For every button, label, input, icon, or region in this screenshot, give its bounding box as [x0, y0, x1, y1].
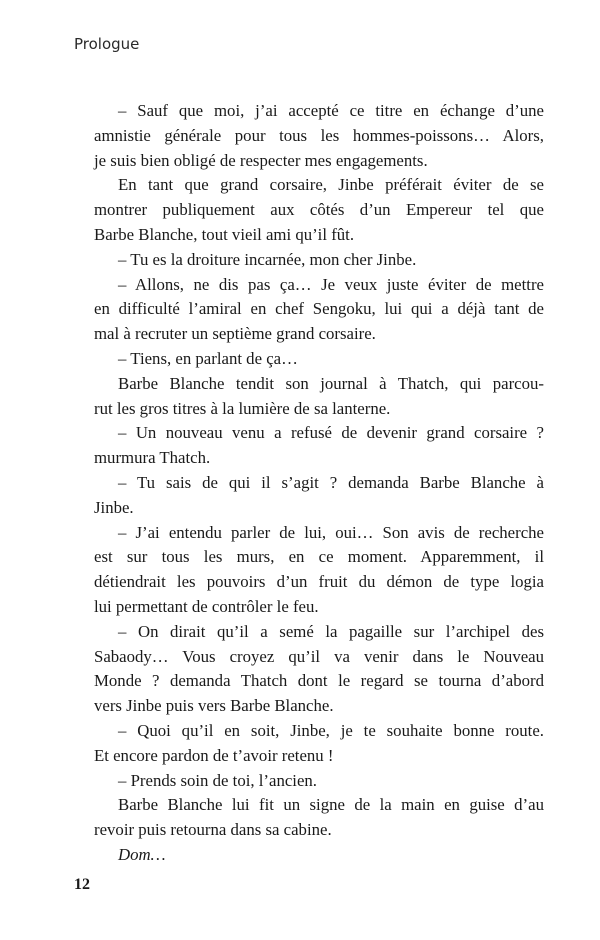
text-line: montrer publiquement aux côtés d’un Empereur tel que [94, 200, 544, 220]
text-line: – Quoi qu’il en soit, Jinbe, je te souhaite bonne route. [118, 720, 544, 740]
text-line: Sabaody… Vous croyez qu’il va venir dans le Nouveau [94, 646, 544, 666]
text-line: revoir puis retourna dans sa cabine. [94, 820, 332, 840]
text-line: – Tiens, en parlant de ça… [118, 348, 298, 368]
text-line: amnistie générale pour tous les hommes-poissons… Alors, [94, 125, 544, 145]
text-line: – Prends soin de toi, l’ancien. [118, 770, 318, 790]
text-line: lui permettant de contrôler le feu. [94, 596, 319, 616]
text-line: Et encore pardon de t’avoir retenu ! [94, 745, 334, 765]
text-line: en difficulté l’amiral en chef Sengoku, lui qui a déjà tant de [94, 299, 544, 319]
text-line: je suis bien obligé de respecter mes engagements. [94, 150, 428, 170]
text-line: – Un nouveau venu a refusé de devenir grand corsaire ? [118, 423, 544, 443]
text-line: rut les gros titres à la lumière de sa lanterne. [94, 398, 391, 418]
text-line: – Tu sais de qui il s’agit ? demanda Barbe Blanche à [118, 472, 544, 492]
text-line: Barbe Blanche tendit son journal à Thatch, qui parcou- [118, 373, 544, 393]
text-line: Barbe Blanche lui fit un signe de la main en guise d’au [118, 795, 544, 815]
text-line: Barbe Blanche, tout vieil ami qu’il fût. [94, 224, 355, 244]
running-header: Prologue [74, 35, 140, 53]
text-line: En tant que grand corsaire, Jinbe préférait éviter de se [118, 175, 544, 195]
text-line: – J’ai entendu parler de lui, oui… Son avis de recherche [118, 522, 544, 542]
text-line: détiendrait les pouvoirs d’un fruit du démon de type logia [94, 572, 544, 592]
text-line: mal à recruter un septième grand corsaire. [94, 324, 376, 344]
text-line: – On dirait qu’il a semé la pagaille sur l’archipel des [118, 621, 544, 641]
text-line: murmura Thatch. [94, 448, 211, 468]
text-line: Monde ? demanda Thatch dont le regard se tourna d’abord [94, 671, 544, 691]
text-line: – Tu es la droiture incarnée, mon cher Jinbe. [118, 249, 417, 269]
text-line: est sur tous les murs, en ce moment. Apparemment, il [94, 547, 544, 567]
text-line: Jinbe. [94, 497, 134, 517]
text-line: – Allons, ne dis pas ça… Je veux juste éviter de mettre [118, 274, 544, 294]
text-line: Dom… [118, 844, 166, 864]
text-line: vers Jinbe puis vers Barbe Blanche. [94, 696, 334, 716]
body-text [94, 99, 544, 868]
text-line: – Sauf que moi, j’ai accepté ce titre en échange d’une [118, 101, 544, 120]
page-number: 12 [74, 876, 90, 893]
